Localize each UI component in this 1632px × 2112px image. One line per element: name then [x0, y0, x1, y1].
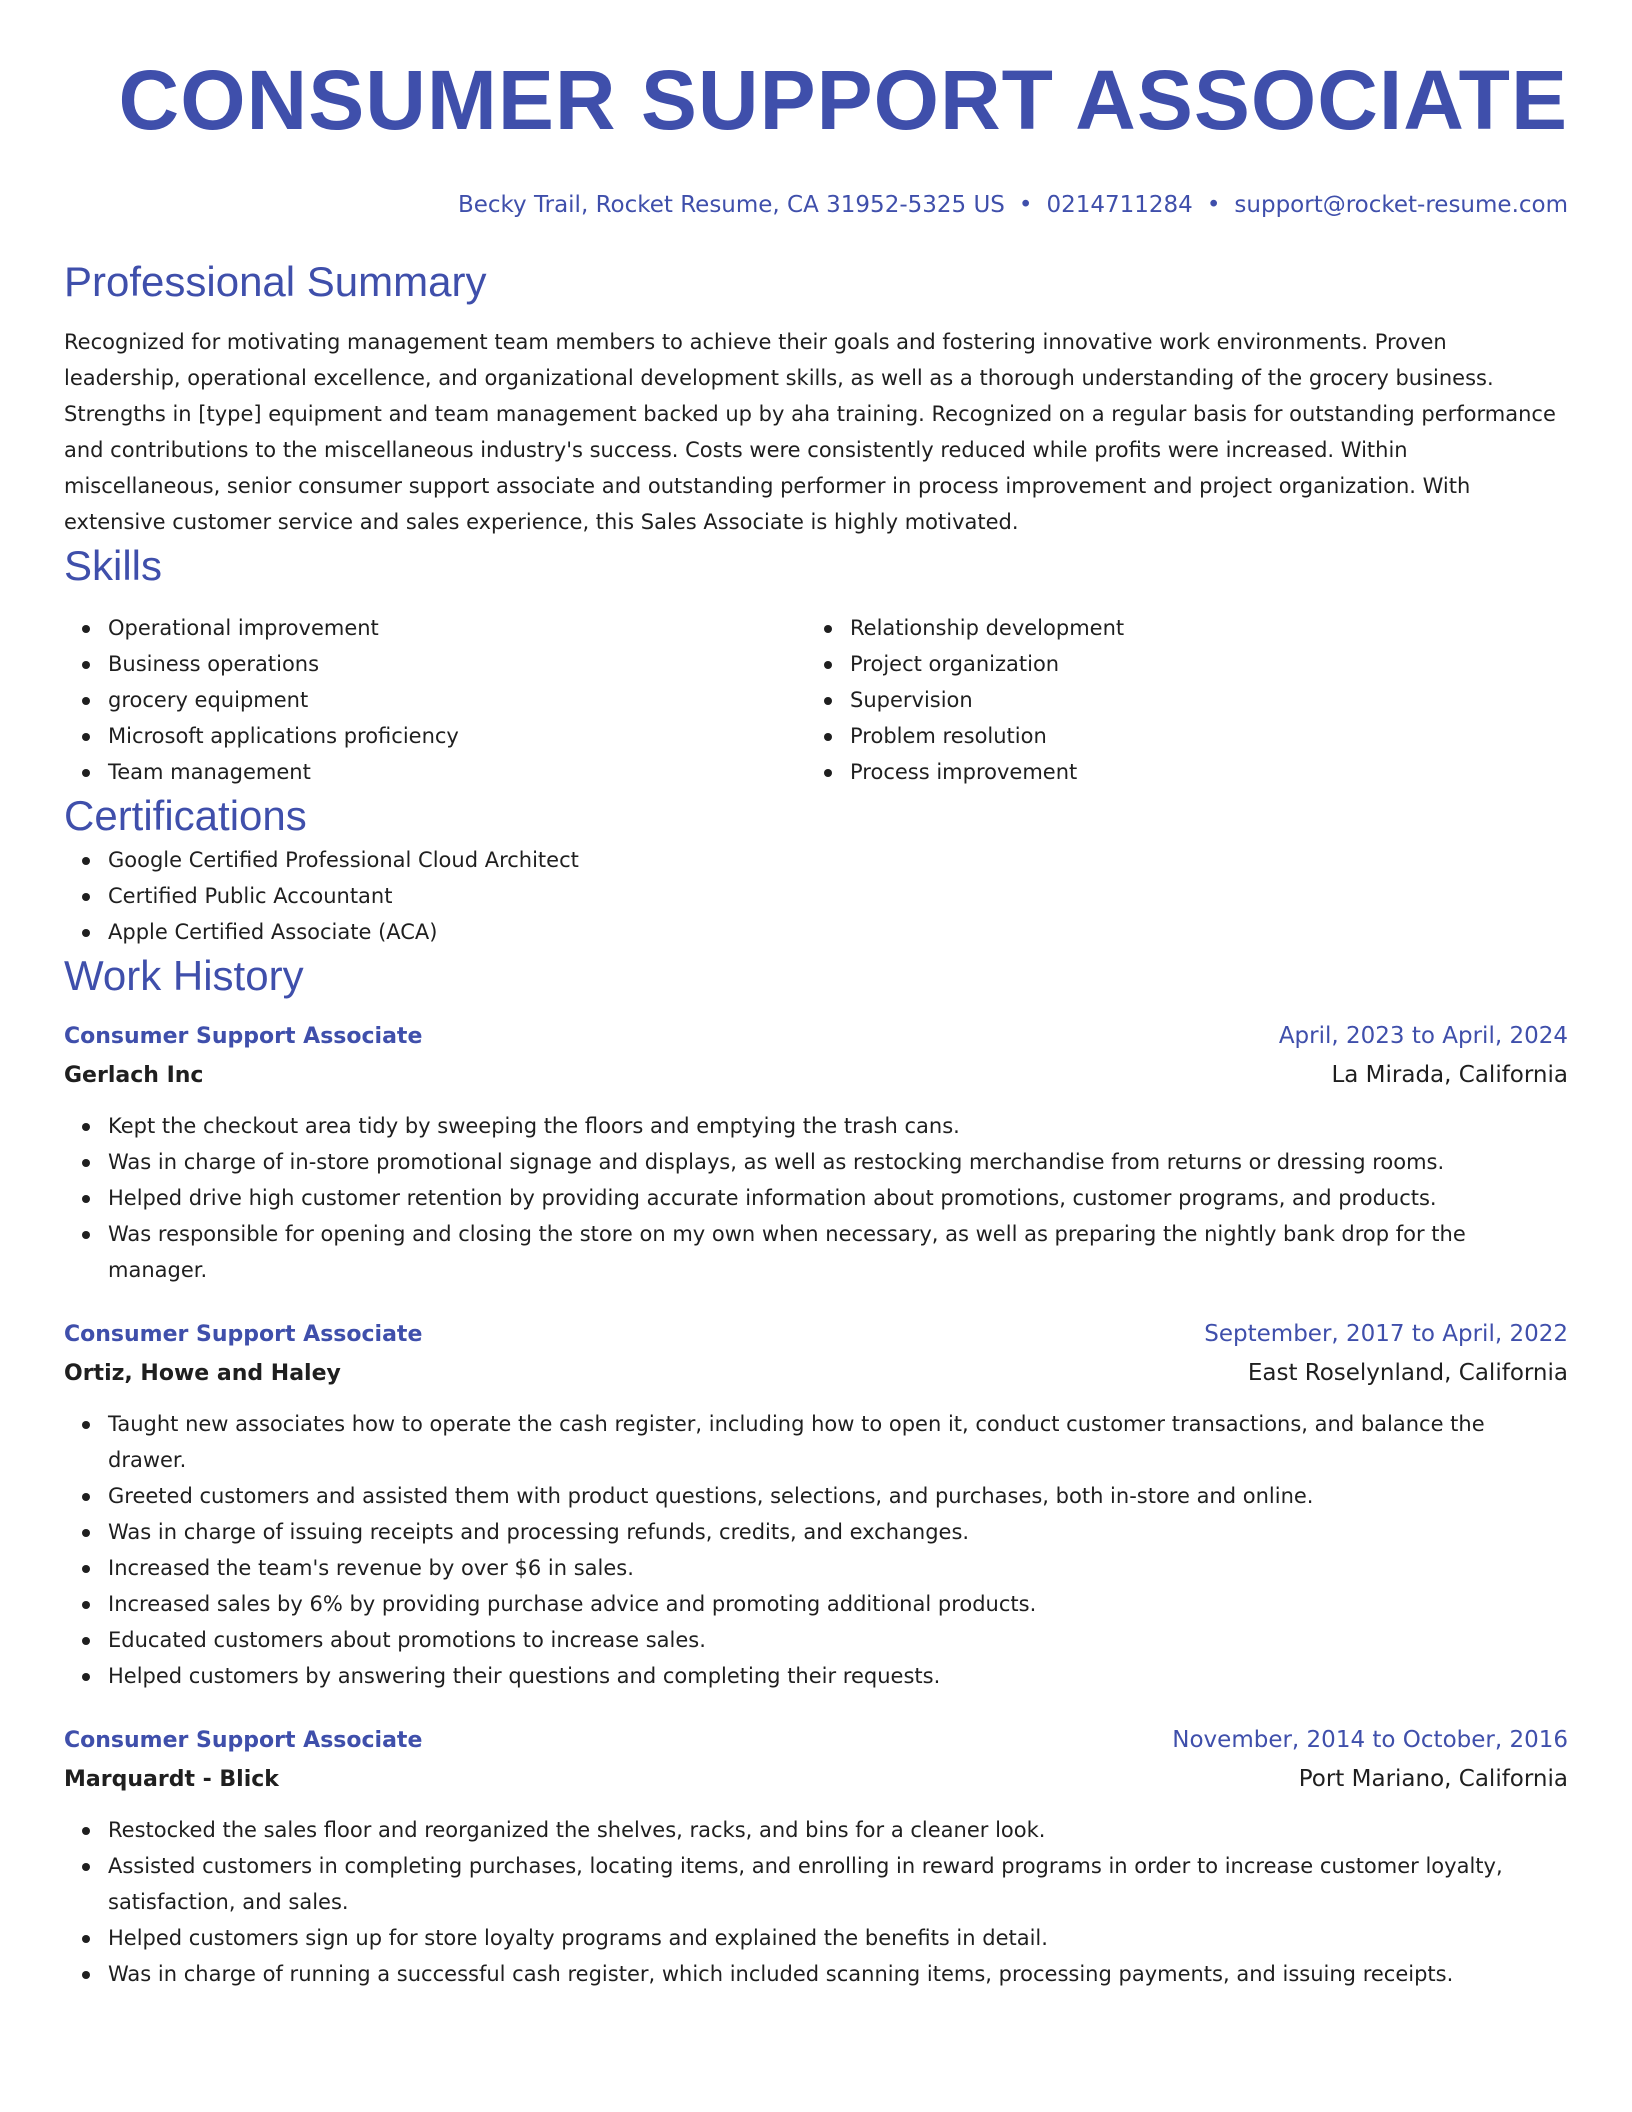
job-location: East Roselynland, California — [1247, 1360, 1568, 1386]
job-bullet: Restocked the sales floor and reorganized the shelves, racks, and bins for a cleaner look. — [64, 1812, 1568, 1848]
skill-item: Operational improvement — [64, 610, 806, 646]
job-bullet: Was in charge of running a successful cash register, which included scanning items, processing payments, and issuing receipts. — [64, 1956, 1568, 1992]
resume-header — [64, 50, 1568, 220]
contact-email-link[interactable]: support@rocket-resume.com — [1234, 192, 1568, 218]
job-company: Ortiz, Howe and Haley — [64, 1361, 341, 1386]
job-bullet: Helped customers sign up for store loyalty programs and explained the benefits in detail. — [64, 1920, 1568, 1956]
job-dates: April, 2023 to April, 2024 — [1278, 1023, 1568, 1049]
summary-section — [64, 256, 1568, 540]
skill-item: Process improvement — [806, 754, 1548, 790]
job-company: Gerlach Inc — [64, 1063, 204, 1088]
skill-item: grocery equipment — [64, 682, 806, 718]
job-bullet: Educated customers about promotions to increase sales. — [64, 1622, 1568, 1658]
contact-address: Becky Trail, Rocket Resume, CA 31952-5325 US — [457, 192, 1005, 218]
certifications-section — [64, 790, 1568, 950]
job-title: Consumer Support Associate — [64, 1024, 423, 1049]
job-dates: November, 2014 to October, 2016 — [1172, 1727, 1568, 1753]
skills-section — [64, 540, 1568, 790]
certification-item: Certified Public Accountant — [64, 878, 1568, 914]
skill-item: Problem resolution — [806, 718, 1548, 754]
job-bullet: Greeted customers and assisted them with product questions, selections, and purchases, both in-store and online. — [64, 1478, 1568, 1514]
job-bullet: Taught new associates how to operate the cash register, including how to open it, conduct customer transactions, and balance the drawer. — [64, 1406, 1568, 1478]
job-dates: September, 2017 to April, 2022 — [1204, 1321, 1568, 1347]
contact-line — [64, 190, 1568, 220]
job-bullet: Helped customers by answering their questions and completing their requests. — [64, 1658, 1568, 1694]
work-history-section — [64, 950, 1568, 1992]
skill-item: Team management — [64, 754, 806, 790]
skill-item: Relationship development — [806, 610, 1548, 646]
job-bullet: Was responsible for opening and closing the store on my own when necessary, as well as preparing the nightly bank drop for the manager. — [64, 1216, 1568, 1288]
work-history-heading: Work History — [64, 952, 304, 999]
job-location: La Mirada, California — [1331, 1062, 1568, 1088]
skills-column-left — [64, 610, 806, 790]
job-bullet: Kept the checkout area tidy by sweeping the floors and emptying the trash cans. — [64, 1108, 1568, 1144]
job-bullet: Was in charge of in-store promotional signage and displays, as well as restocking merchandise from returns or dressing rooms. — [64, 1144, 1568, 1180]
job-bullet: Assisted customers in completing purchases, locating items, and enrolling in reward programs in order to increase customer loyalty, satisfaction, and sales. — [64, 1848, 1568, 1920]
skill-item: Project organization — [806, 646, 1548, 682]
job-bullet: Increased sales by 6% by providing purchase advice and promoting additional products. — [64, 1586, 1568, 1622]
contact-separator: • — [1206, 192, 1221, 218]
contact-phone: 0214711284 — [1046, 192, 1193, 218]
skill-item: Business operations — [64, 646, 806, 682]
certification-item: Apple Certified Associate (ACA) — [64, 914, 1568, 950]
contact-separator: • — [1018, 192, 1033, 218]
certifications-heading: Certifications — [64, 792, 307, 839]
job-title: Consumer Support Associate — [64, 1322, 423, 1347]
job-bullet: Increased the team's revenue by over $6 in sales. — [64, 1550, 1568, 1586]
job-location: Port Mariano, California — [1298, 1766, 1568, 1792]
job-entry — [64, 1018, 1568, 1288]
skills-heading: Skills — [64, 542, 163, 589]
skill-item: Microsoft applications proficiency — [64, 718, 806, 754]
certification-item: Google Certified Professional Cloud Architect — [64, 842, 1568, 878]
skills-grid — [64, 610, 1568, 790]
job-bullet: Was in charge of issuing receipts and processing refunds, credits, and exchanges. — [64, 1514, 1568, 1550]
job-entry — [64, 1316, 1568, 1694]
job-title: Consumer Support Associate — [64, 1728, 423, 1753]
summary-heading: Professional Summary — [64, 258, 487, 305]
job-company: Marquardt - Blick — [64, 1767, 279, 1792]
candidate-name: CONSUMER SUPPORT ASSOCIATE — [118, 53, 1568, 147]
summary-text: Recognized for motivating management team members to achieve their goals and fostering innovative work environments. Proven leadership, operational excellence, and organizational development skills, as well as a thorough understanding of the grocery business. Strengths in [type] equipment and team management backed up by aha training. Recognized on a regular basis for outstanding performance and contributions to the miscellaneous industry's success. Costs were consistently reduced while profits were increased. Within miscellaneous, senior consumer support associate and outstanding performer in process improvement and project organization. With extensive customer service and sales experience, this Sales Associate is highly motivated. — [64, 330, 1556, 534]
job-entry — [64, 1722, 1568, 1992]
skills-column-right — [806, 610, 1548, 790]
skill-item: Supervision — [806, 682, 1548, 718]
job-bullet: Helped drive high customer retention by providing accurate information about promotions, customer programs, and products. — [64, 1180, 1568, 1216]
